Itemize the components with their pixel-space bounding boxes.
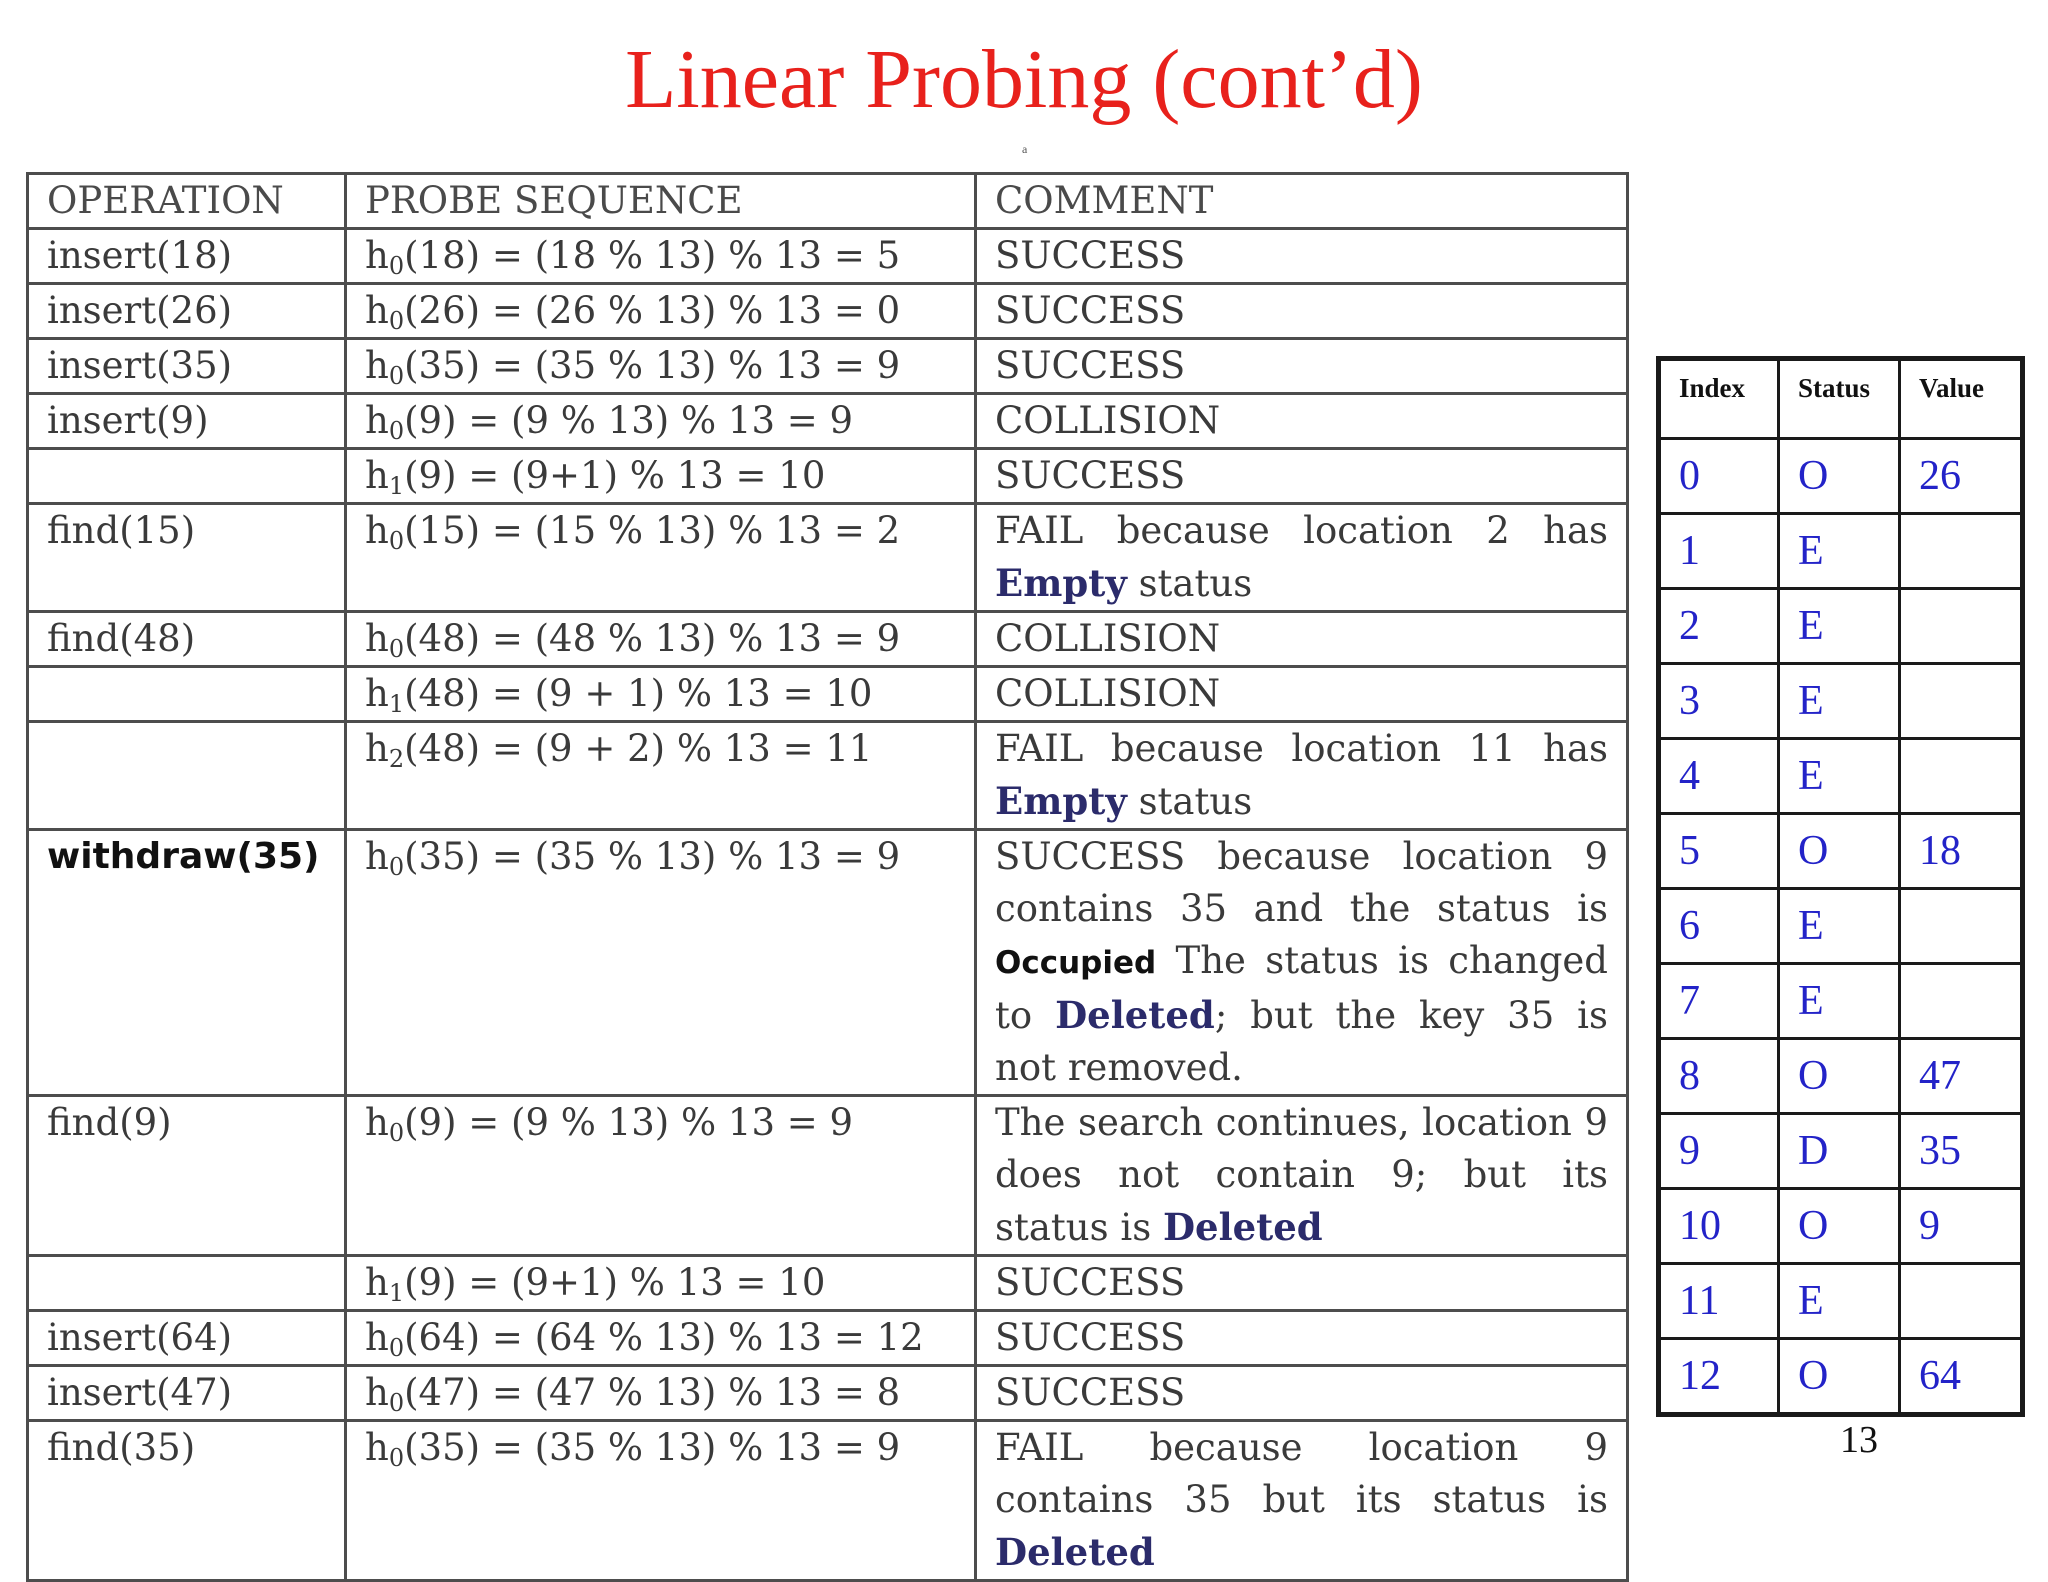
status-cell: O <box>1779 1339 1900 1415</box>
index-cell: 10 <box>1659 1189 1779 1264</box>
probe-cell: $h_0(47) = (47$ % 13) % 13 = 8 <box>346 1366 976 1421</box>
column-header-probe-sequence: PROBE SEQUENCE <box>346 174 976 229</box>
index-cell: 2 <box>1659 589 1779 664</box>
hash-row <box>1659 1264 2023 1339</box>
table-row <box>28 1256 1628 1311</box>
probe-cell: $h_0(35) = (35$ % 13) % 13 = 9 <box>346 830 976 1096</box>
table-row <box>28 229 1628 284</box>
table-row <box>28 1311 1628 1366</box>
hash-row <box>1659 739 2023 814</box>
operation-cell: insert(18) <box>28 229 346 284</box>
index-cell: 11 <box>1659 1264 1779 1339</box>
hash-header-row <box>1659 359 2023 439</box>
table-row <box>28 1366 1628 1421</box>
table-row <box>28 830 1628 1096</box>
comment-cell: The search continues, location 9 does not contain 9; but its status is Deleted <box>976 1096 1628 1256</box>
table-row <box>28 722 1628 830</box>
index-cell: 12 <box>1659 1339 1779 1415</box>
value-cell: 18 <box>1900 814 2023 889</box>
comment-cell: SUCCESS <box>976 449 1628 504</box>
column-header-operation: OPERATION <box>28 174 346 229</box>
hash-row <box>1659 514 2023 589</box>
operation-cell: insert(47) <box>28 1366 346 1421</box>
status-cell: O <box>1779 1189 1900 1264</box>
comment-cell: COLLISION <box>976 394 1628 449</box>
comment-cell: SUCCESS <box>976 1256 1628 1311</box>
operation-cell: find(15) <box>28 504 346 612</box>
operations-table <box>26 172 1629 1582</box>
column-header-comment: COMMENT <box>976 174 1628 229</box>
status-cell: E <box>1779 889 1900 964</box>
comment-cell: COLLISION <box>976 612 1628 667</box>
comment-cell: FAIL because location 11 has Empty status <box>976 722 1628 830</box>
comment-cell: COLLISION <box>976 667 1628 722</box>
hash-table <box>1656 356 2025 1417</box>
status-keyword: Deleted <box>1055 993 1215 1037</box>
table-row <box>28 612 1628 667</box>
page-number: 13 <box>1840 1419 1878 1461</box>
hash-row <box>1659 1339 2023 1415</box>
status-cell: O <box>1779 439 1900 514</box>
index-cell: 7 <box>1659 964 1779 1039</box>
status-keyword: Empty <box>995 561 1127 605</box>
status-cell: E <box>1779 739 1900 814</box>
comment-cell: FAIL because location 2 has Empty status <box>976 504 1628 612</box>
value-cell: 64 <box>1900 1339 2023 1415</box>
hash-row <box>1659 664 2023 739</box>
column-header-value: Value <box>1900 359 2023 439</box>
index-cell: 5 <box>1659 814 1779 889</box>
value-cell <box>1900 514 2023 589</box>
probe-cell: $h_0(9) = (9$ % 13) % 13 = 9 <box>346 1096 976 1256</box>
table-row <box>28 1096 1628 1256</box>
probe-cell: $h_1(48) = (9 + 1)$ % 13 = 10 <box>346 667 976 722</box>
hash-row <box>1659 1189 2023 1264</box>
value-cell <box>1900 739 2023 814</box>
index-cell: 8 <box>1659 1039 1779 1114</box>
table-row <box>28 504 1628 612</box>
value-cell <box>1900 889 2023 964</box>
index-cell: 4 <box>1659 739 1779 814</box>
status-cell: O <box>1779 1039 1900 1114</box>
value-cell: 35 <box>1900 1114 2023 1189</box>
comment-cell: SUCCESS <box>976 284 1628 339</box>
operation-cell: find(35) <box>28 1421 346 1581</box>
probe-cell: $h_1(9) = (9+1)$ % 13 = 10 <box>346 449 976 504</box>
operation-cell: insert(26) <box>28 284 346 339</box>
operation-cell: insert(9) <box>28 394 346 449</box>
probe-cell: $h_2(48) = (9 + 2)$ % 13 = 11 <box>346 722 976 830</box>
status-cell: E <box>1779 1264 1900 1339</box>
table-row <box>28 449 1628 504</box>
operation-cell: withdraw(35) <box>28 830 346 1096</box>
table-row <box>28 339 1628 394</box>
operation-cell: insert(35) <box>28 339 346 394</box>
table-row <box>28 667 1628 722</box>
operation-cell <box>28 667 346 722</box>
probe-cell: $h_0(35) = (35$ % 13) % 13 = 9 <box>346 1421 976 1581</box>
value-cell: 9 <box>1900 1189 2023 1264</box>
probe-cell: $h_0(15) = (15$ % 13) % 13 = 2 <box>346 504 976 612</box>
probe-cell: $h_1(9) = (9+1)$ % 13 = 10 <box>346 1256 976 1311</box>
value-cell: 26 <box>1900 439 2023 514</box>
index-cell: 0 <box>1659 439 1779 514</box>
operation-cell <box>28 722 346 830</box>
status-cell: E <box>1779 964 1900 1039</box>
comment-cell: SUCCESS <box>976 229 1628 284</box>
hash-row <box>1659 589 2023 664</box>
operation-cell <box>28 449 346 504</box>
probe-cell: $h_0(48) = (48$ % 13) % 13 = 9 <box>346 612 976 667</box>
status-keyword: Deleted <box>1162 1205 1323 1249</box>
status-keyword: Empty <box>995 779 1127 823</box>
hash-row <box>1659 814 2023 889</box>
column-header-index: Index <box>1659 359 1779 439</box>
probe-cell: $h_0(64) = (64$ % 13) % 13 = 12 <box>346 1311 976 1366</box>
stray-mark: a <box>1022 142 1028 156</box>
index-cell: 9 <box>1659 1114 1779 1189</box>
hash-row <box>1659 964 2023 1039</box>
value-cell: 47 <box>1900 1039 2023 1114</box>
slide-title: Linear Probing (cont’d) <box>625 33 1423 126</box>
value-cell <box>1900 589 2023 664</box>
operation-cell: insert(64) <box>28 1311 346 1366</box>
hash-row <box>1659 1039 2023 1114</box>
operation-cell <box>28 1256 346 1311</box>
comment-cell: SUCCESS <box>976 339 1628 394</box>
probe-cell: $h_0(18) = (18$ % 13) % 13 = 5 <box>346 229 976 284</box>
table-row <box>28 284 1628 339</box>
comment-cell: SUCCESS because location 9 contains 35 and the status is Occupied The status is changed to Deleted; but the key 35 is not removed. <box>976 830 1628 1096</box>
column-header-status: Status <box>1779 359 1900 439</box>
table-header-row <box>28 174 1628 229</box>
status-cell: E <box>1779 514 1900 589</box>
value-cell <box>1900 964 2023 1039</box>
comment-cell: SUCCESS <box>976 1366 1628 1421</box>
index-cell: 1 <box>1659 514 1779 589</box>
index-cell: 3 <box>1659 664 1779 739</box>
hash-row <box>1659 889 2023 964</box>
value-cell <box>1900 1264 2023 1339</box>
hash-row <box>1659 439 2023 514</box>
status-cell: E <box>1779 664 1900 739</box>
comment-cell: SUCCESS <box>976 1311 1628 1366</box>
status-cell: O <box>1779 814 1900 889</box>
table-row <box>28 394 1628 449</box>
status-cell: E <box>1779 589 1900 664</box>
comment-cell: FAIL because location 9 contains 35 but its status is Deleted <box>976 1421 1628 1581</box>
probe-cell: $h_0(9) = (9$ % 13) % 13 = 9 <box>346 394 976 449</box>
probe-cell: $h_0(35) = (35$ % 13) % 13 = 9 <box>346 339 976 394</box>
probe-cell: $h_0(26) = (26$ % 13) % 13 = 0 <box>346 284 976 339</box>
hash-row <box>1659 1114 2023 1189</box>
index-cell: 6 <box>1659 889 1779 964</box>
status-keyword: Deleted <box>995 1530 1155 1574</box>
operation-cell: find(9) <box>28 1096 346 1256</box>
value-cell <box>1900 664 2023 739</box>
status-keyword: Occupied <box>995 945 1157 981</box>
status-cell: D <box>1779 1114 1900 1189</box>
table-row <box>28 1421 1628 1581</box>
operation-cell: find(48) <box>28 612 346 667</box>
